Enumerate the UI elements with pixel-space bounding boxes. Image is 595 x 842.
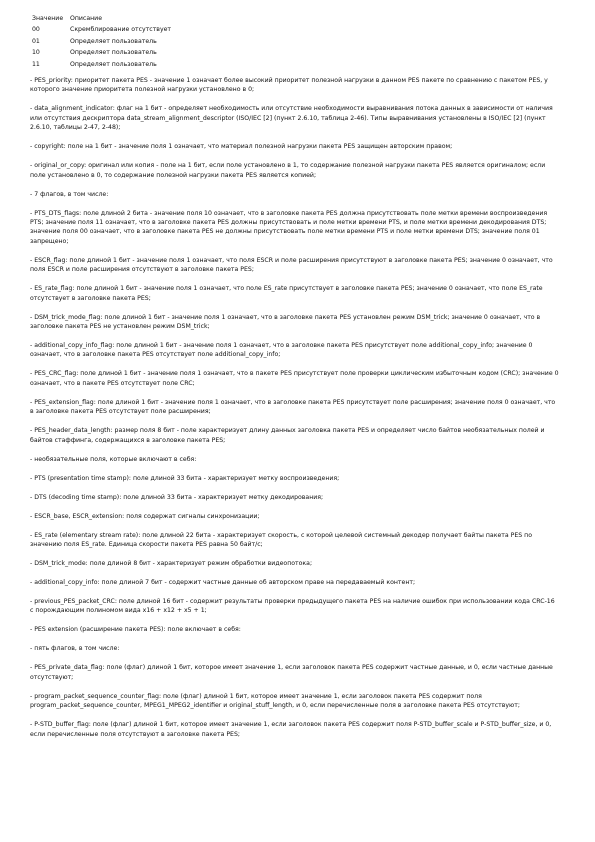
paragraph-es-rate: - ES_rate (elementary stream rate): поле длиной 22 бита - характеризует скорость, с которой целевой системный декодер получает байты пакета PES по значению поля ES_rate. Единица скорости пакета PES равна 50 байт/с; [30, 531, 532, 549]
paragraph-seven-flags: - 7 флагов, в том числе: [30, 190, 109, 198]
paragraph-dsm-trick-mode-flag: - DSM_trick_mode_flag: поле длиной 1 бит - значение поля 1 означает, что в заголовке пакета PES установлен режим DSM_trick; значение 0 означает, что в заголовке пакета PES не установлен режим DSM_trick; [30, 313, 541, 331]
paragraph-data-alignment-indicator: - data_alignment_indicator: флаг на 1 бит - определяет необходимость или отсутствие необходимости выравнивания потока данных в зависимости от наличия или отсутствия дескриптора data_stream_alignment_descriptor (ISO/IEC [2] (пункт 2.6.10, таблица 2-46). Типы выравнивания установлены в ISO/IEC [2] (пункт 2.6.10, таблицы 2-47, 2-48); [30, 105, 553, 132]
paragraph-pes-crc-flag: - PES_CRC_flag: поле длиной 1 бит - значение поля 1 означает, что в пакете PES присутствует поле проверки циклическим избыточным кодом (CRC); значение 0 означает, что в пакете PES отсутствует поле CRC; [30, 370, 559, 387]
paragraph-p-std-buffer-flag: - P-STD_buffer_flag: поле (флаг) длиной 1 бит, которое имеет значение 1, если заголовок пакета PES содержит поля P-STD_buffer_scale и P-STD_buffer_size, и 0, если перечисленные поля отсутствуют в заголовке пакета PES; [30, 721, 552, 738]
table-row [32, 48, 171, 59]
paragraph-copyright: - copyright: поле на 1 бит - значение поля 1 означает, что материал полезной нагрузки пакета PES защищен авторским правом; [30, 143, 453, 151]
table-cell-value: 01 [32, 37, 40, 45]
paragraph-dsm-trick-mode: - DSM_trick_mode: поле длиной 8 бит - характеризует режим обработки видеопотока; [30, 560, 313, 568]
table-header-value: Значение [32, 15, 64, 22]
table-header-description: Описание [70, 15, 103, 22]
table-cell-description: Скремблирование отсутствует [70, 26, 172, 34]
paragraph-pts-dts-flags: - PTS_DTS_flags: поле длиной 2 бита - значение поля 10 означает, что в заголовке пакета PES должна присутствовать поле метки времени воспроизведения PTS; значение поля 11 означает, что в заголовке пакета PES должны присутствовать и поле метки времени PTS, и поле метки времени декодирования DTS; значение поля 00 означает, что в заголовке пакета PES не должны присутствовать поле метки времени PTS и поле метки времени DTS; значение поля 01 запрещено; [30, 209, 548, 245]
paragraph-escr-flag: - ESCR_flag: поле длиной 1 бит - значение поля 1 означает, что поля ESCR и поле расширения присутствуют в заголовке пакета PES; значение 0 означает, что поля ESCR и поле расширения отсутствуют в заголовке пакета PES; [30, 256, 553, 274]
table-cell-description: Определяет пользователь [70, 37, 157, 45]
table-cell-value: 10 [32, 49, 40, 57]
table-cell-value: 00 [32, 26, 40, 34]
table-cell-description: Определяет пользователь [70, 60, 157, 68]
paragraph-pes-priority: - PES_priority: приоритет пакета PES - значение 1 означает более высокий приоритет полезной нагрузки в данном PES пакете по сравнению с пакетом PES, у которого значение приоритета полезной нагрузки установлено в 0; [30, 76, 548, 94]
paragraph-pes-header-data-length: - PES_header_data_length: размер поля 8 бит - поле характеризует длину данных заголовка пакета PES и определяет число байтов необязательных полей и байтов стаффинга, содержащихся в заголовке пакета PES; [30, 427, 545, 444]
paragraph-original-or-copy: - original_or_copy: оригинал или копия - поле на 1 бит, если поле установлено в 1, то содержание полезной нагрузки пакета PES является оригиналом; если поле установлено в 0, то содержание полезной нагрузки пакета PES является копией; [30, 162, 546, 179]
paragraph-optional-fields: - необязательные поля, которые включают в себя: [30, 455, 197, 463]
scrambling-control-table [32, 14, 171, 71]
paragraph-pes-private-data-flag: - PES_private_data_flag: поле (флаг) длиной 1 бит, которое имеет значение 1, если заголовок пакета PES содержит частные данные, и 0, если частные данные отсутствуют; [30, 664, 553, 681]
paragraph-five-flags: - пять флагов, в том числе: [30, 645, 120, 653]
table-header-row [32, 14, 171, 25]
paragraph-pts: - PTS (presentation time stamp): поле длиной 33 бита - характеризует метку воспроизведения; [30, 474, 340, 482]
paragraph-pes-extension: - PES extension (расширение пакета PES): поле включает в себя: [30, 626, 241, 634]
paragraph-pes-extension-flag: - PES_extension_flag: поле длиной 1 бит - значение поля 1 означает, что в заголовке пакета PES присутствует поле расширения; значение поля 0 означает, что в заголовке пакета PES отсутствует поле расширения; [30, 398, 556, 416]
table-row [32, 25, 171, 36]
paragraph-program-packet-sequence-counter-flag: - program_packet_sequence_counter_flag: поле (флаг) длиной 1 бит, которое имеет значение 1, если заголовок пакета PES содержит поля program_packet_sequence_counter, MPEG1_MPEG2_identifier и original_stuff_length, и 0, если перечисленные поля в заголовке пакета PES отсутствуют; [30, 692, 520, 710]
table-row [32, 60, 171, 71]
paragraph-dts: - DTS (decoding time stamp): поле длиной 33 бита - характеризует метку декодирования; [30, 493, 324, 501]
table-row [32, 37, 171, 48]
paragraph-es-rate-flag: - ES_rate_flag: поле длиной 1 бит - значение поля 1 означает, что поле ES_rate присутствует в заголовке пакета PES; значение 0 означает, что поле ES_rate отсутствует в заголовке пакета PES; [30, 285, 543, 302]
paragraph-escr-base: - ESCR_base, ESCR_extension: поля содержат сигналы синхронизации; [30, 512, 260, 520]
paragraph-additional-copy-info-flag: - additional_copy_info_flag: поле длиной 1 бит - значение поля 1 означает, что в заголовке пакета PES присутствует поле additional_copy_info; значение 0 означает, что в заголовке пакета PES отсутствует поле additional_copy_info; [30, 342, 533, 359]
table-cell-description: Определяет пользователь [70, 49, 157, 57]
paragraph-additional-copy-info: - additional_copy_info: поле длиной 7 бит - содержит частные данные об авторском праве на передаваемый контент; [30, 579, 416, 587]
paragraph-previous-pes-packet-crc: - previous_PES_packet_CRC: поле длиной 16 бит - содержит результаты проверки предыдущего пакета PES на наличие ошибок при использовании кода CRC-16 с порождающим полиномом вида x16 + x12 + x5 + 1; [30, 598, 555, 615]
table-cell-value: 11 [32, 60, 40, 68]
